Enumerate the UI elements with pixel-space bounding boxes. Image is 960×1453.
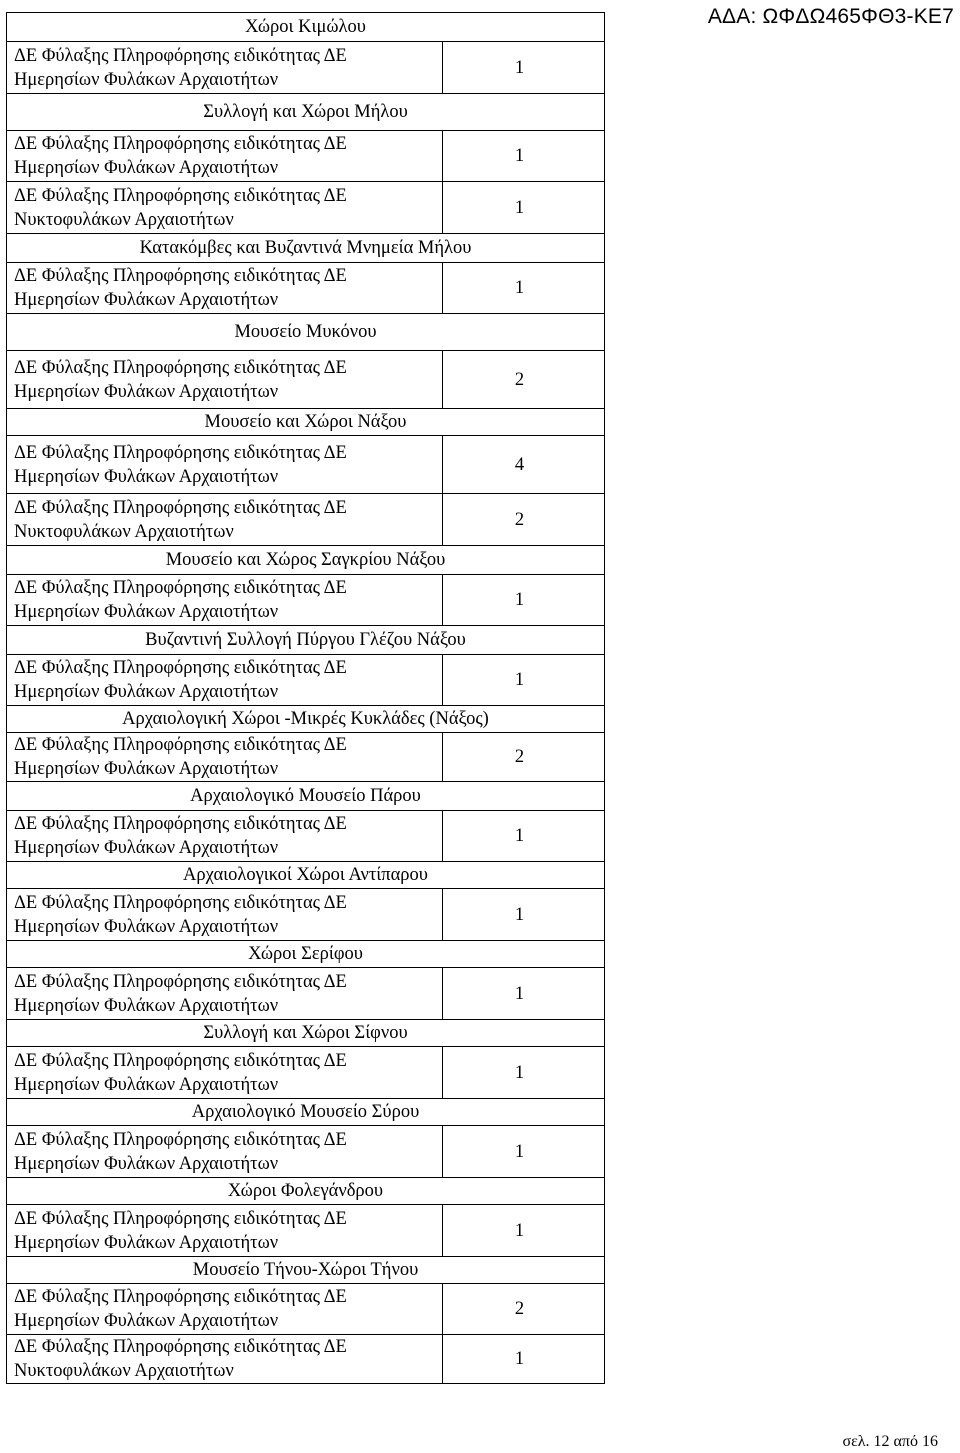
desc-line-2: Νυκτοφυλάκων Αρχαιοτήτων — [14, 521, 234, 542]
desc-line-2: Ημερησίων Φυλάκων Αρχαιοτήτων — [14, 290, 279, 310]
position-count: 2 — [443, 733, 605, 782]
position-count: 2 — [443, 494, 605, 546]
ada-code: ΑΔΑ: ΩΦΔΩ465ΦΘ3-ΚΕ7 — [707, 5, 954, 28]
table-row — [7, 1126, 605, 1178]
desc-line-1: ΔΕ Φύλαξης Πληροφόρησης ειδικότητας ΔΕ — [14, 134, 347, 154]
section-header-row — [7, 782, 605, 811]
desc-line-2: Ημερησίων Φυλάκων Αρχαιοτήτων — [14, 995, 279, 1016]
position-description — [7, 889, 443, 941]
table-row — [7, 889, 605, 941]
section-title: Κατακόμβες και Βυζαντινά Μνημεία Μήλου — [7, 234, 605, 263]
position-description — [7, 1335, 443, 1384]
position-count: 1 — [443, 968, 605, 1020]
position-count: 1 — [443, 1047, 605, 1099]
section-title: Αρχαιολογική Χώροι -Μικρές Κυκλάδες (Νάξος) — [7, 706, 605, 733]
staff-table — [6, 12, 605, 1384]
table-row — [7, 811, 605, 862]
desc-line-1: ΔΕ Φύλαξης Πληροφόρησης ειδικότητας ΔΕ — [14, 1337, 347, 1357]
section-title: Μουσείο και Χώροι Νάξου — [7, 409, 605, 436]
desc-line-1: ΔΕ Φύλαξης Πληροφόρησης ειδικότητας ΔΕ — [14, 658, 347, 678]
position-description — [7, 131, 443, 182]
section-title: Χώροι Φολεγάνδρου — [7, 1178, 605, 1205]
position-description — [7, 436, 443, 494]
table-row — [7, 131, 605, 182]
desc-line-2: Ημερησίων Φυλάκων Αρχαιοτήτων — [14, 1153, 279, 1174]
desc-line-1: ΔΕ Φύλαξης Πληροφόρησης ειδικότητας ΔΕ — [14, 185, 347, 206]
desc-line-1: ΔΕ Φύλαξης Πληροφόρησης ειδικότητας ΔΕ — [14, 1050, 347, 1071]
position-count: 2 — [443, 351, 605, 409]
section-header-row — [7, 1099, 605, 1126]
position-description — [7, 655, 443, 706]
position-description — [7, 968, 443, 1020]
section-title: Χώροι Κιμώλου — [7, 13, 605, 42]
section-title: Βυζαντινή Συλλογή Πύργου Γλέζου Νάξου — [7, 626, 605, 655]
desc-line-1: ΔΕ Φύλαξης Πληροφόρησης ειδικότητας ΔΕ — [14, 357, 347, 378]
table-row — [7, 42, 605, 94]
table-row — [7, 494, 605, 546]
position-description — [7, 263, 443, 314]
position-count: 1 — [443, 811, 605, 862]
position-description — [7, 42, 443, 94]
table-row — [7, 733, 605, 782]
desc-line-2: Ημερησίων Φυλάκων Αρχαιοτήτων — [14, 158, 279, 178]
position-count: 1 — [443, 182, 605, 234]
section-header-row — [7, 546, 605, 575]
desc-line-1: ΔΕ Φύλαξης Πληροφόρησης ειδικότητας ΔΕ — [14, 1208, 347, 1229]
desc-line-2: Ημερησίων Φυλάκων Αρχαιοτήτων — [14, 381, 279, 402]
section-title: Αρχαιολογικό Μουσείο Πάρου — [7, 782, 605, 811]
position-count: 1 — [443, 655, 605, 706]
position-count: 1 — [443, 1335, 605, 1384]
position-count: 1 — [443, 131, 605, 182]
desc-line-2: Νυκτοφυλάκων Αρχαιοτήτων — [14, 209, 234, 230]
desc-line-2: Ημερησίων Φυλάκων Αρχαιοτήτων — [14, 602, 279, 622]
section-title: Μουσείο Τήνου-Χώροι Τήνου — [7, 1257, 605, 1284]
desc-line-1: ΔΕ Φύλαξης Πληροφόρησης ειδικότητας ΔΕ — [14, 45, 347, 66]
position-description — [7, 575, 443, 626]
desc-line-1: ΔΕ Φύλαξης Πληροφόρησης ειδικότητας ΔΕ — [14, 442, 347, 463]
position-description — [7, 1126, 443, 1178]
position-description — [7, 733, 443, 782]
position-count: 1 — [443, 42, 605, 94]
section-header-row — [7, 706, 605, 733]
table-row — [7, 1205, 605, 1257]
section-title: Συλλογή και Χώροι Μήλου — [7, 94, 605, 131]
page-number: σελ. 12 από 16 — [842, 1433, 938, 1450]
table-row — [7, 968, 605, 1020]
desc-line-1: ΔΕ Φύλαξης Πληροφόρησης ειδικότητας ΔΕ — [14, 1129, 347, 1150]
position-description — [7, 351, 443, 409]
desc-line-1: ΔΕ Φύλαξης Πληροφόρησης ειδικότητας ΔΕ — [14, 814, 347, 834]
table-row — [7, 1284, 605, 1335]
section-title: Συλλογή και Χώροι Σίφνου — [7, 1020, 605, 1047]
position-count: 1 — [443, 575, 605, 626]
section-header-row — [7, 1020, 605, 1047]
section-title: Αρχαιολογικό Μουσείο Σύρου — [7, 1099, 605, 1126]
position-count: 1 — [443, 1205, 605, 1257]
desc-line-2: Ημερησίων Φυλάκων Αρχαιοτήτων — [14, 916, 279, 937]
desc-line-2: Ημερησίων Φυλάκων Αρχαιοτήτων — [14, 682, 279, 702]
desc-line-2: Ημερησίων Φυλάκων Αρχαιοτήτων — [14, 1232, 279, 1253]
desc-line-1: ΔΕ Φύλαξης Πληροφόρησης ειδικότητας ΔΕ — [14, 735, 347, 755]
desc-line-2: Ημερησίων Φυλάκων Αρχαιοτήτων — [14, 69, 279, 90]
position-description — [7, 1047, 443, 1099]
section-header-row — [7, 626, 605, 655]
desc-line-1: ΔΕ Φύλαξης Πληροφόρησης ειδικότητας ΔΕ — [14, 971, 347, 992]
desc-line-2: Ημερησίων Φυλάκων Αρχαιοτήτων — [14, 838, 279, 858]
position-description — [7, 182, 443, 234]
section-header-row — [7, 314, 605, 351]
section-title: Αρχαιολογικοί Χώροι Αντίπαρου — [7, 862, 605, 889]
section-header-row — [7, 941, 605, 968]
desc-line-2: Ημερησίων Φυλάκων Αρχαιοτήτων — [14, 466, 279, 487]
table-row — [7, 575, 605, 626]
position-description — [7, 811, 443, 862]
table-row — [7, 1047, 605, 1099]
section-title: Μουσείο και Χώρος Σαγκρίου Νάξου — [7, 546, 605, 575]
desc-line-1: ΔΕ Φύλαξης Πληροφόρησης ειδικότητας ΔΕ — [14, 266, 347, 286]
desc-line-2: Ημερησίων Φυλάκων Αρχαιοτήτων — [14, 1311, 279, 1331]
table-row — [7, 1335, 605, 1384]
position-count: 1 — [443, 1126, 605, 1178]
section-header-row — [7, 234, 605, 263]
section-header-row — [7, 409, 605, 436]
position-count: 2 — [443, 1284, 605, 1335]
position-description — [7, 1284, 443, 1335]
position-description — [7, 1205, 443, 1257]
table-row — [7, 351, 605, 409]
position-count: 1 — [443, 263, 605, 314]
table-row — [7, 655, 605, 706]
table-row — [7, 182, 605, 234]
section-header-row — [7, 94, 605, 131]
section-header-row — [7, 13, 605, 42]
desc-line-2: Νυκτοφυλάκων Αρχαιοτήτων — [14, 1361, 234, 1381]
section-title: Μουσείο Μυκόνου — [7, 314, 605, 351]
table-row — [7, 436, 605, 494]
position-count: 4 — [443, 436, 605, 494]
desc-line-1: ΔΕ Φύλαξης Πληροφόρησης ειδικότητας ΔΕ — [14, 497, 347, 518]
section-header-row — [7, 862, 605, 889]
position-description — [7, 494, 443, 546]
section-header-row — [7, 1257, 605, 1284]
desc-line-1: ΔΕ Φύλαξης Πληροφόρησης ειδικότητας ΔΕ — [14, 1287, 347, 1307]
section-title: Χώροι Σερίφου — [7, 941, 605, 968]
desc-line-1: ΔΕ Φύλαξης Πληροφόρησης ειδικότητας ΔΕ — [14, 892, 347, 913]
section-header-row — [7, 1178, 605, 1205]
desc-line-2: Ημερησίων Φυλάκων Αρχαιοτήτων — [14, 1074, 279, 1095]
position-count: 1 — [443, 889, 605, 941]
table-row — [7, 263, 605, 314]
desc-line-2: Ημερησίων Φυλάκων Αρχαιοτήτων — [14, 759, 279, 779]
desc-line-1: ΔΕ Φύλαξης Πληροφόρησης ειδικότητας ΔΕ — [14, 578, 347, 598]
